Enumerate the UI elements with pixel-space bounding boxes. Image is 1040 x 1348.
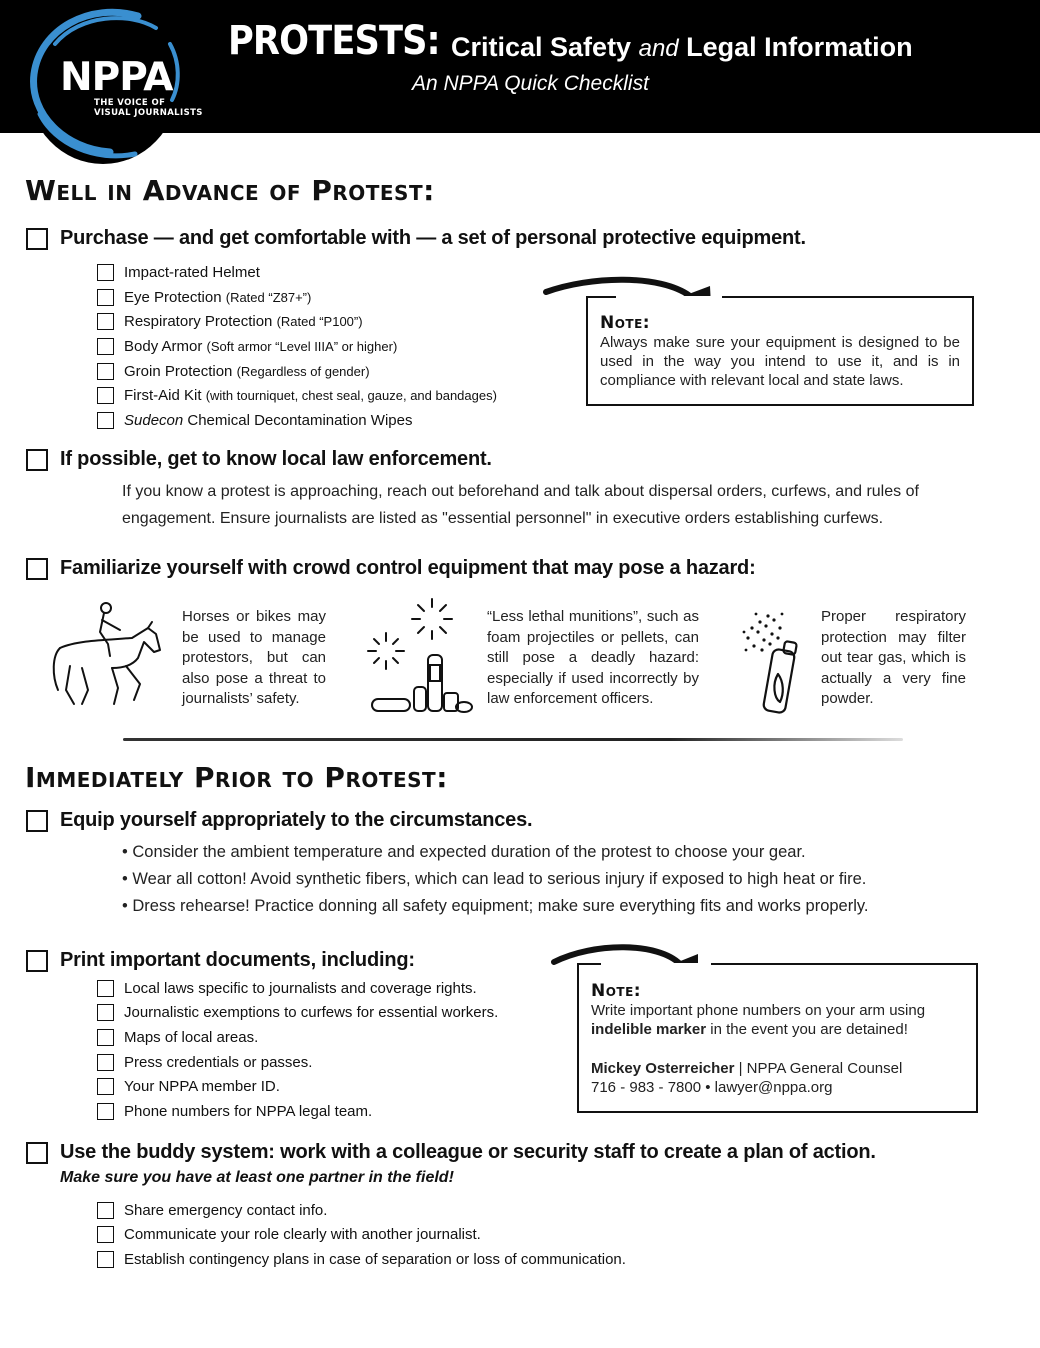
logo-tagline: THE VOICE OF VISUAL JOURNALISTS: [94, 98, 203, 118]
document-item-press-credentials[interactable]: Press credentials or passes.: [97, 1054, 312, 1071]
title-main: PROTESTS:: [228, 18, 440, 64]
spray-can-icon: [738, 606, 806, 718]
checklist-label: Use the buddy system: work with a colleague or security staff to create a plan of action.: [60, 1141, 876, 1163]
ppe-item-wipes[interactable]: Sudecon Chemical Decontamination Wipes: [97, 412, 412, 429]
checklist-item-equip[interactable]: [26, 809, 532, 832]
ppe-item-respiratory[interactable]: Respiratory Protection (Rated “P100”): [97, 313, 363, 330]
checkbox[interactable]: [97, 363, 114, 380]
checkbox[interactable]: [97, 1078, 114, 1095]
checklist-label: Equip yourself appropriately to the circumstances.: [60, 809, 533, 831]
legal-contact: [591, 1059, 964, 1097]
ppe-item-eye-protection[interactable]: Eye Protection (Rated “Z87+”): [97, 289, 311, 306]
checklist-item-documents[interactable]: [26, 949, 415, 972]
checklist-item-crowd-control[interactable]: [26, 557, 756, 580]
note-box-equipment: [586, 296, 974, 406]
law-enforcement-description: If you know a protest is approaching, reach out beforehand and talk about dispersal orders, curfews, and rules of engagement. Ensure journalists are listed as "essential personnel" in executive orders establishing curfews.: [122, 483, 919, 527]
ppe-item-body-armor[interactable]: Body Armor (Soft armor “Level IIIA” or higher): [97, 338, 397, 355]
note-text: Always make sure your equipment is designed to be used in the way you intend to use it, and is in compliance with relevant local and state laws.: [600, 334, 960, 389]
checkbox[interactable]: [26, 449, 48, 471]
checkbox[interactable]: [97, 387, 114, 404]
munitions-icon: [360, 595, 480, 717]
buddy-item-contingency[interactable]: Establish contingency plans in case of separation or loss of communication.: [97, 1251, 626, 1268]
checkbox[interactable]: [97, 1004, 114, 1021]
checkbox[interactable]: [97, 412, 114, 429]
ppe-item-helmet[interactable]: Impact-rated Helmet: [97, 264, 260, 281]
contact-role: | NPPA General Counsel: [738, 1060, 903, 1077]
bullet-cotton: • Wear all cotton! Avoid synthetic fibers, which can lead to serious injury if exposed to high heat or fire.: [122, 870, 867, 888]
checklist-item-law-enforcement[interactable]: [26, 448, 492, 471]
document-title: [228, 18, 1028, 64]
checkbox[interactable]: [26, 1142, 48, 1164]
buddy-item-emergency-contact[interactable]: Share emergency contact info.: [97, 1202, 327, 1219]
checkbox[interactable]: [97, 1103, 114, 1120]
document-item-curfew-exemptions[interactable]: Journalistic exemptions to curfews for essential workers.: [97, 1004, 498, 1021]
note-text: Write important phone numbers on your arm using indelible marker in the event you are detained!: [591, 1002, 926, 1038]
bullet-rehearse: • Dress rehearse! Practice donning all safety equipment; make sure everything fits and works properly.: [122, 897, 869, 915]
section-heading-well-in-advance: Well in Advance of Protest:: [25, 174, 435, 207]
checkbox[interactable]: [97, 1226, 114, 1243]
hazard-text-tear-gas: Proper respiratory protection may filter out tear gas, which is actually a very fine powder.: [821, 608, 966, 707]
document-item-member-id[interactable]: Your NPPA member ID.: [97, 1078, 280, 1095]
document-item-legal-team[interactable]: Phone numbers for NPPA legal team.: [97, 1103, 372, 1120]
checkbox[interactable]: [97, 1054, 114, 1071]
checklist-label: If possible, get to know local law enforcement.: [60, 448, 492, 470]
hazard-text-munitions: “Less lethal munitions”, such as foam projectiles or pellets, can still pose a deadly hazard: especially if used incorrectly by law enforcement officers.: [487, 608, 699, 707]
checkbox[interactable]: [97, 338, 114, 355]
checklist-item-buddy-system[interactable]: [26, 1141, 876, 1164]
title-rest: Critical Safety and Legal Information: [451, 32, 913, 62]
note-title: Note:: [600, 313, 651, 333]
hazard-text-horses: Horses or bikes may be used to manage protestors, but can also pose a threat to journalists’ safety.: [182, 608, 326, 707]
checkbox[interactable]: [97, 289, 114, 306]
checkbox[interactable]: [97, 980, 114, 997]
checkbox[interactable]: [97, 313, 114, 330]
contact-name: Mickey Osterreicher: [591, 1060, 735, 1077]
horse-rider-icon: [48, 600, 166, 712]
buddy-subtitle: Make sure you have at least one partner in the field!: [60, 1169, 454, 1186]
ppe-item-groin[interactable]: Groin Protection (Regardless of gender): [97, 363, 370, 380]
document-item-maps[interactable]: Maps of local areas.: [97, 1029, 258, 1046]
checkbox[interactable]: [97, 264, 114, 281]
document-item-local-laws[interactable]: Local laws specific to journalists and coverage rights.: [97, 980, 477, 997]
checkbox[interactable]: [97, 1251, 114, 1268]
ppe-item-first-aid[interactable]: First-Aid Kit (with tourniquet, chest seal, gauze, and bandages): [97, 387, 497, 404]
buddy-item-communicate-role[interactable]: Communicate your role clearly with another journalist.: [97, 1226, 481, 1243]
contact-phone-email: 716 - 983 - 7800 • lawyer@nppa.org: [591, 1079, 833, 1096]
bullet-temperature: • Consider the ambient temperature and expected duration of the protest to choose your gear.: [122, 843, 806, 861]
logo-wordmark: NPPA: [60, 55, 173, 100]
checklist-label: Print important documents, including:: [60, 949, 415, 971]
checklist-label: Purchase — and get comfortable with — a set of personal protective equipment.: [60, 227, 806, 249]
section-divider: [123, 738, 903, 741]
note-box-detained: [577, 963, 978, 1113]
checkbox[interactable]: [26, 228, 48, 250]
checkbox[interactable]: [97, 1202, 114, 1219]
document-subtitle: An NPPA Quick Checklist: [412, 72, 649, 95]
section-heading-immediately-prior: Immediately Prior to Protest:: [25, 761, 448, 794]
note-title: Note:: [591, 981, 642, 1001]
checkbox[interactable]: [26, 810, 48, 832]
checkbox[interactable]: [97, 1029, 114, 1046]
checkbox[interactable]: [26, 558, 48, 580]
checklist-item-ppe[interactable]: [26, 227, 806, 250]
checklist-label: Familiarize yourself with crowd control equipment that may pose a hazard:: [60, 557, 756, 579]
checkbox[interactable]: [26, 950, 48, 972]
